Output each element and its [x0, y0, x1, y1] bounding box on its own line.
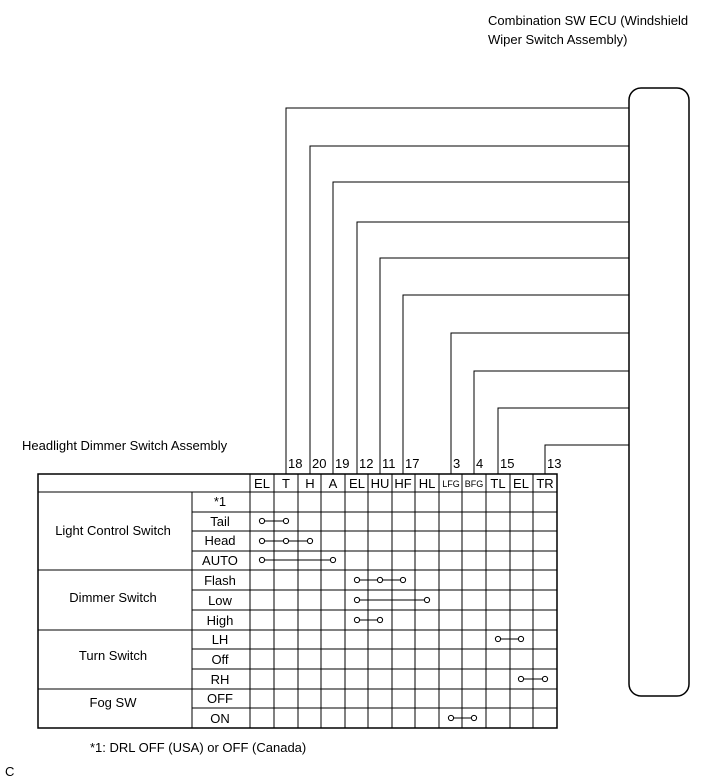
column-header: BFG [464, 479, 484, 489]
pin-number: 11 [382, 456, 396, 471]
ecu-title-line1: Combination SW ECU (Windshield [488, 13, 689, 28]
pin-number: 18 [288, 456, 303, 471]
column-header: HU [370, 476, 390, 491]
switch-position: Off [211, 652, 229, 667]
wire-pin-19 [333, 182, 629, 474]
pin-number: 20 [312, 456, 327, 471]
wire-pin-11 [380, 258, 629, 474]
column-header: HL [418, 476, 436, 491]
switch-position: OFF [207, 691, 233, 706]
continuity-head [259, 538, 312, 543]
switch-position: ON [210, 711, 230, 726]
wire-pin-12 [357, 222, 629, 474]
pin-number: 3 [453, 456, 461, 471]
switch-position: Low [208, 593, 232, 608]
switch-position: AUTO [202, 553, 238, 568]
switch-position: *1 [213, 494, 227, 509]
wire-pin-18 [286, 108, 629, 474]
switch-position: RH [210, 672, 230, 687]
column-header: T [282, 476, 290, 491]
assembly-title: Headlight Dimmer Switch Assembly [22, 438, 228, 453]
group-name: Light Control Switch [55, 523, 171, 538]
wire-group [286, 108, 629, 474]
column-header: A [328, 476, 338, 491]
switch-position: Head [204, 533, 236, 548]
switch-position: High [206, 613, 234, 628]
group-name: Turn Switch [78, 648, 148, 663]
switch-position: Flash [204, 573, 236, 588]
switch-position: Tail [210, 514, 230, 529]
wire-pin-17 [403, 295, 629, 474]
ecu-title-line2: Wiper Switch Assembly) [488, 32, 628, 47]
pin-number: 13 [547, 456, 562, 471]
group-name: Fog SW [89, 695, 137, 710]
pin-number: 4 [476, 456, 484, 471]
footnote: *1: DRL OFF (USA) or OFF (Canada) [90, 740, 307, 755]
pin-number: 12 [359, 456, 374, 471]
column-header: H [305, 476, 315, 491]
column-header: EL [349, 476, 365, 491]
pin-number: 19 [335, 456, 350, 471]
column-header: EL [513, 476, 529, 491]
column-header: EL [254, 476, 270, 491]
column-header: HF [394, 476, 412, 491]
corner-label: C [5, 764, 15, 779]
pin-number: 17 [405, 456, 420, 471]
wire-pin-20 [310, 146, 629, 474]
column-header: TL [490, 476, 506, 491]
wire-pin-3 [451, 333, 629, 474]
group-name: Dimmer Switch [69, 590, 157, 605]
wire-pin-15 [498, 408, 629, 474]
switch-position: LH [211, 632, 229, 647]
ecu-block [629, 88, 689, 696]
pin-number: 15 [500, 456, 515, 471]
column-header: TR [536, 476, 554, 491]
continuity-flash [354, 577, 405, 582]
column-header: LFG [442, 479, 460, 489]
